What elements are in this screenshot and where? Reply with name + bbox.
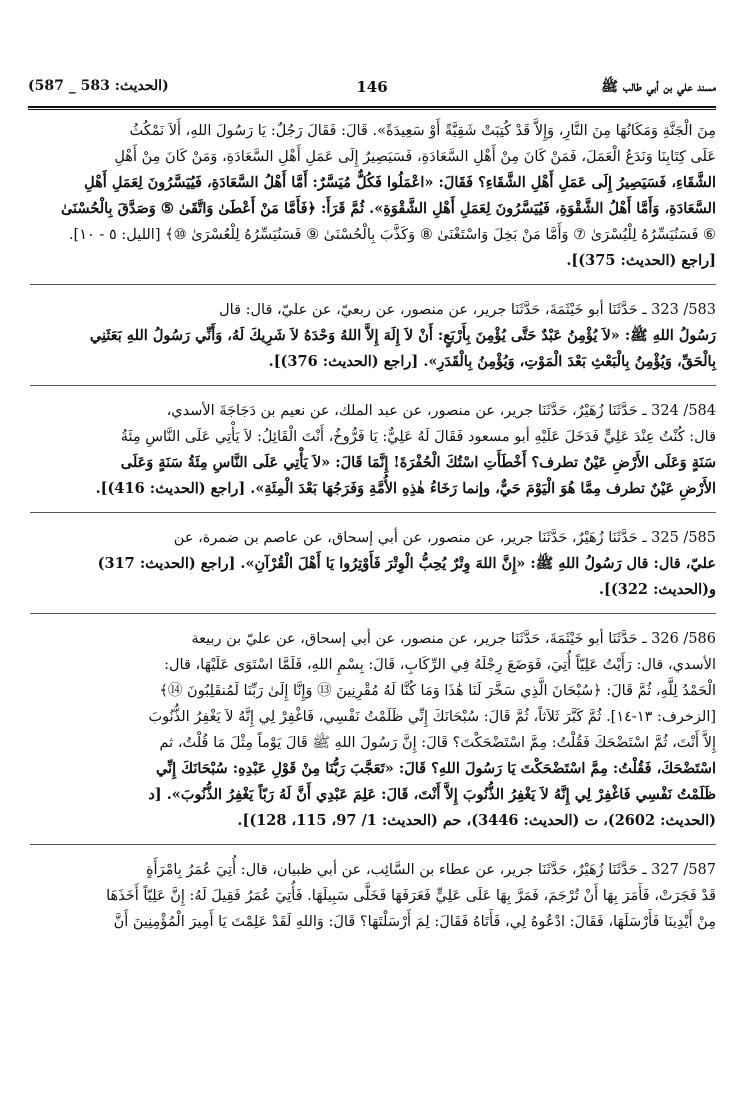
text-line: (الحديث: 2602)، ت (الحديث: 3446)، حم (الحديث: 1/ 97، 115، 128)]. — [237, 812, 716, 829]
text-line: [الزخرف: ١٣-١٤]. ثُمَّ كَبَّرَ ثَلاَثاً، ثُمَّ قَالَ: سُبْحَانَكَ إِنِّي ظَلَمْتُ نَفْسِي، فَاغْفِرْ لِي إِنَّهُ لاَ يَغْفِرُ الذُّنُوبَ — [148, 709, 716, 725]
hadith-block-586 — [30, 626, 716, 834]
text-line: الأسدي، قال: رَأَيْتُ عَلِيّاً أُتِيَ، فَوَضَعَ رِجْلَهُ فِي الرِّكَابِ، قَالَ: بِسْمِ اللهِ، فَلَمَّا اسْتَوَى عَلَيْهَا، قال: — [164, 657, 716, 673]
text-line: و(الحديث: 322)]. — [598, 581, 716, 598]
separator-line — [30, 844, 716, 845]
text-line: مِنَ الْجَنَّةِ وَمَكَانُهَا مِنَ النَّارِ، وَإِلاَّ قَدْ كُتِبَتْ شَقِيَّةً أَوْ سَعِيدَةً». قَالَ: فَقَالَ رَجُلٌ: يَا رَسُولَ اللهِ، أَلاَ نَمْكُثُ — [129, 123, 716, 139]
text-line: قال: كُنْتُ عِنْدَ عَلِيٍّ فَدَخَلَ عَلَيْهِ أبو مسعود فَقَالَ لَهُ عَلِيٌّ: يَا فَرُّوخُ، أَنْتَ الْقَائِلُ: لاَ يَأْتِي عَلَى النَّاسِ مِئَةُ — [120, 429, 716, 445]
text-line: 584/ 324 ـ حَدَّثَنَا زُهَيْرٌ، حَدَّثَنَا جرير، عن منصور، عن عبد الملك، عن نعيم بن دَجَاجَةَ الأسدي، — [166, 403, 716, 419]
page-body — [30, 118, 716, 935]
text-line: ⑥ فَسَنُيَسِّرُهُ لِلْيُسْرَىٰ ⑦ وَأَمَّا مَنْ بَخِلَ وَاسْتَغْنَىٰ ⑧ وَكَذَّبَ بِالْحُسْنَىٰ ⑨ فَسَنُيَسِّرُهُ لِلْعُسْرَىٰ ⑩﴾ [الليل: ٥ - ١٠]. — [68, 227, 716, 243]
text-line: الْحَمْدُ لِلَّهِ، ثُمَّ قَالَ: ﴿سُبْحَانَ الَّذِي سَخَّرَ لَنَا هَٰذَا وَمَا كُنَّا لَهُ مُقْرِنِينَ ⑬ وَإِنَّا إِلَىٰ رَبِّنَا لَمُنقَلِبُونَ ⑭﴾ — [159, 683, 716, 699]
text-line: 585/ 325 ـ حَدَّثَنَا زُهَيْرٌ، حَدَّثَنَا جرير، عن منصور، عن أبي إسحاق، عن عاصم بن ضمرة، عن — [173, 530, 716, 546]
text-line: مِنْ أَيْدِينَا فَأَرْسَلَهَا، فَقَالَ: ادْعُوهُ لِي، فَأَتَاهُ فَقَالَ: لِمَ أَرْسَلْتَهَا؟ قَالَ: وَاللهِ لَقَدْ عَلِمْتَ يَا أَمِيرَ الْمُؤْمِنِينَ أَنَّ — [113, 914, 716, 930]
text-line: الشَّقَاءِ، فَسَيَصِيرُ إِلَى عَمَلِ أَهْلِ الشَّقَاءِ؟ فَقَالَ: «اعْمَلُوا فَكُلٌّ مُيَسَّرٌ: أَمَّا أَهْلُ السَّعَادَةِ، فَيُيَسَّرُونَ لِعَمَلِ أَهْلِ — [84, 174, 716, 191]
separator-line — [30, 512, 716, 513]
text-line: عَلَى كِتَابِنَا وَنَدَعُ الْعَمَلَ، فَمَنْ كَانَ مِنْ أَهْلِ السَّعَادَةِ، فَسَيَصِيرُ إِلَى عَمَلِ أَهْلِ السَّعَادَةِ، وَمَنْ كَانَ مِنْ أَهْلِ — [114, 149, 716, 165]
header-rule-thin — [28, 109, 716, 110]
book-title: مسند علي بن أبي طالب ﷺ — [601, 79, 716, 95]
text-line: 587/ 327 ـ حَدَّثَنَا زُهَيْرٌ، حَدَّثَنَا جرير، عن عطاء بن السَّائِب، عن أبي ظبيان، قال: أُتِيَ عُمَرُ بِامْرَأَةٍ — [145, 862, 716, 878]
text-line: سَنَةٍ وَعَلَى الأَرْضِ عَيْنٌ تطرف؟ أَخْطَأَتِ اسْتُكَ الْحُفْرَةَ! إِنَّمَا قَالَ: «لاَ يَأْتِي عَلَى النَّاسِ مِئَةُ سَنَةٍ وَعَلَى — [120, 454, 716, 471]
text-line: إِلاَّ أَنْتَ، ثُمَّ اسْتَضْحَكَ فَقُلْتُ: مِمَّ اسْتَضْحَكْتَ؟ قَالَ: إِنَّ رَسُولَ اللهِ ﷺ قَالَ يَوْماً مِثْلَ مَا قُلْتُ، ثم — [159, 735, 716, 751]
text-line: بِالْحَقِّ، وَيُؤْمِنُ بِالْبَعْثِ بَعْدَ الْمَوْتِ، وَيُؤْمِنُ بِالْقَدَرِ». [راجع (الحديث: 376)]. — [268, 353, 716, 370]
text-line: الأَرْضِ عَيْنٌ تطرف مِمَّا هُوَ الْيَوْمَ حَيٌّ، وإنما رَخَاءُ هٰذِهِ الأُمَّةِ وَفَرَجُهَا بَعْدَ الْمِئَةِ». [راجع (الحديث: 416)]. — [95, 480, 716, 497]
text-line: السَّعَادَةِ، وَأَمَّا أَهْلُ الشَّقْوَةِ، فَيُيَسَّرُونَ لِعَمَلِ أَهْلِ الشَّقْوَةِ». ثُمَّ قَرَأَ: ﴿فَأَمَّا مَنْ أَعْطَىٰ وَاتَّقَىٰ ⑤ وَصَدَّقَ بِالْحُسْنَىٰ — [60, 200, 716, 217]
text-line: 583/ 323 ـ حَدَّثَنَا أبو خَيْثَمَةَ، حَدَّثَنَا جرير، عن منصور، عن ربعيّ، عن عليّ، قال: قال — [219, 302, 716, 318]
text-line: اسْتَضْحَكَ، فَقُلْتُ: مِمَّ اسْتَضْحَكْتَ يَا رَسُولَ اللهِ؟ قَالَ: «تَعَجَّبَ رَبُّنَا مِنْ قَوْلِ عَبْدِهِ: سُبْحَانَكَ إِنِّي — [155, 760, 716, 777]
hadith-block-587 — [30, 857, 716, 935]
hadith-block-585 — [30, 525, 716, 603]
separator-line — [30, 613, 716, 614]
text-line: 586/ 326 ـ حَدَّثَنَا أبو خَيْثَمَةَ، حَدَّثَنَا جرير، عن منصور، عن أبي إسحاق، عن عليّ بن ربيعة — [191, 631, 716, 647]
hadith-block-continuation — [30, 118, 716, 274]
page-number: 146 — [356, 78, 388, 96]
hadith-block-583 — [30, 297, 716, 375]
hadith-block-584 — [30, 398, 716, 502]
text-line: عليّ، قال: قال رَسُولُ اللهِ ﷺ: «إِنَّ اللهَ وِتْرٌ يُحِبُّ الْوِتْرَ فَأَوْتِرُوا يَا أَهْلَ الْقُرْآنِ». [راجع (الحديث: 317) — [97, 555, 716, 572]
text-line: ظَلَمْتُ نَفْسِي فَاغْفِرْ لِي إِنَّهُ لاَ يَغْفِرُ الذُّنُوبَ إِلاَّ أَنْتَ، قَالَ: عَلِمَ عَبْدِي أَنَّ لَهُ رَبّاً يَغْفِرُ الذُّنُوبَ». [د — [148, 786, 716, 803]
text-line: رَسُولُ اللهِ ﷺ: «لاَ يُؤْمِنُ عَبْدٌ حَتَّى يُؤْمِنَ بِأَرْبَعٍ: أَنْ لاَ إِلَهَ إِلاَّ اللهُ وَحْدَهُ لاَ شَرِيكَ لَهُ، وَأَنِّي رَسُولُ اللهِ بَعَثَنِي — [89, 327, 716, 344]
hadith-range: (الحديث: 583 _ 587) — [28, 78, 169, 94]
text-line: [راجع (الحديث: 375)]. — [566, 252, 716, 269]
header-rule — [28, 106, 716, 108]
page-header — [28, 78, 716, 104]
separator-line — [30, 284, 716, 285]
separator-line — [30, 385, 716, 386]
text-line: قَدْ فَجَرَتْ، فَأَمَرَ بِهَا أَنْ تُرْجَمَ، فَمَرَّ بِهَا عَلَى عَلِيٍّ فَعَرَفَهَا فَخَلَّى سَبِيلَهَا. فَأُتِيَ عُمَرُ فَقِيلَ لَهُ: إِنَّ عَلِيّاً أَخَذَهَا — [106, 888, 716, 904]
